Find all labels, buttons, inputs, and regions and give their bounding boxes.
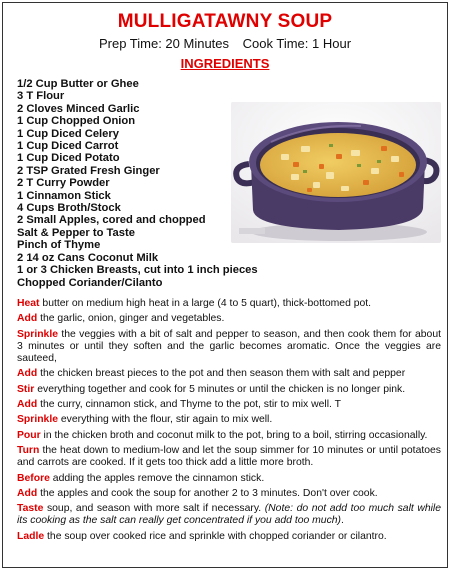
ingredient-item: 2 Cloves Minced Garlic: [17, 102, 140, 115]
ingredient-item: 1 Cup Diced Carrot: [17, 140, 119, 153]
ingredient-item: 2 TSP Grated Fresh Ginger: [17, 164, 160, 177]
ingredient-item: Chopped Coriander/Cilanto: [17, 276, 163, 289]
ingredient-item: 3 T Flour: [17, 90, 65, 103]
step-verb: Add: [17, 487, 38, 499]
step-verb: Sprinkle: [17, 414, 58, 426]
step-text: the garlic, onion, ginger and vegetables.: [37, 313, 225, 325]
step-text: the veggies with a bit of salt and pepper to season, and then cook them for about 3 minutes or until they soften and the garlic becomes aromatic. Once the veggies are sauteed,: [17, 328, 441, 365]
step-text: the heat down to medium-low and let the soup simmer for 10 minutes or until potatoes and carrots are cooked. If it gets too thick add a little more broth.: [17, 444, 441, 469]
step-verb: Turn: [17, 444, 40, 456]
ingredient-item: 2 14 oz Cans Coconut Milk: [17, 251, 159, 264]
soup-pot-image: [231, 102, 441, 243]
step-verb: Stir: [17, 383, 35, 395]
instructions: [17, 298, 441, 546]
instruction-step: [17, 531, 441, 543]
instruction-step: [17, 488, 441, 500]
step-text: soup, and season with more salt if necessary.: [43, 503, 265, 515]
step-text: the chicken breast pieces to the pot and then season them with salt and pepper: [37, 368, 406, 380]
ingredient-item: 2 Small Apples, cored and chopped: [17, 214, 206, 227]
ingredients-heading: INGREDIENTS: [180, 56, 270, 71]
step-verb: Sprinkle: [17, 328, 58, 340]
ingredient-item: 4 Cups Broth/Stock: [17, 202, 121, 215]
ingredient-item: 1 Cinnamon Stick: [17, 189, 111, 202]
step-text: everything with the flour, stir again to mix well.: [58, 414, 273, 426]
step-verb: Before: [17, 472, 50, 484]
instruction-step: [17, 445, 441, 470]
ingredient-item: Pinch of Thyme: [17, 239, 101, 252]
ingredient-item: 1 Cup Chopped Onion: [17, 115, 136, 128]
ingredient-item: Salt & Pepper to Taste: [17, 226, 135, 239]
instruction-step: [17, 368, 441, 380]
step-verb: Add: [17, 399, 38, 411]
prep-time: Prep Time: 20 Minutes: [98, 36, 230, 51]
step-text-end: .: [341, 515, 344, 527]
instruction-step: [17, 473, 441, 485]
step-text: adding the apples remove the cinnamon stick.: [49, 472, 265, 484]
ingredient-item: 1/2 Cup Butter or Ghee: [17, 78, 139, 90]
step-text: butter on medium high heat in a large (4 to 5 quart), thick-bottomed pot.: [39, 298, 372, 309]
step-text: the apples and cook the soup for another 2 to 3 minutes. Don't over cook.: [37, 487, 378, 499]
instruction-step: [17, 384, 441, 396]
instruction-step: [17, 399, 441, 411]
step-note: (Note: do not add too much salt while its cooking as the salt can really get concentrated if you add too much): [17, 503, 442, 527]
step-verb: Heat: [17, 298, 40, 309]
ingredient-item: 1 Cup Diced Potato: [17, 152, 120, 165]
instruction-step: [17, 313, 441, 325]
instruction-step: [17, 414, 441, 426]
step-text: in the chicken broth and coconut milk to the pot, bring to a boil, stirring occasionally.: [40, 429, 428, 441]
step-text: everything together and cook for 5 minutes or until the chicken is no longer pink.: [34, 383, 406, 395]
ingredient-item: 1 or 3 Chicken Breasts, cut into 1 inch pieces: [17, 264, 258, 277]
time-info: [3, 36, 447, 51]
soup-photo: [231, 102, 441, 243]
ingredient-item: 1 Cup Diced Celery: [17, 127, 119, 140]
step-verb: Add: [17, 313, 38, 325]
cook-time: Cook Time: 1 Hour: [242, 36, 352, 51]
step-verb: Taste: [17, 503, 44, 515]
step-verb: Pour: [17, 429, 41, 441]
instruction-step: [17, 503, 441, 528]
step-text: the curry, cinnamon stick, and Thyme to the pot, stir to mix well. T: [37, 399, 341, 411]
step-text: the soup over cooked rice and sprinkle with chopped coriander or cilantro.: [44, 530, 387, 542]
instruction-step: [17, 298, 441, 310]
instruction-step: [17, 430, 441, 442]
recipe-title: MULLIGATAWNY SOUP: [117, 11, 333, 32]
instruction-step: [17, 329, 441, 366]
recipe-card: [2, 2, 448, 568]
ingredient-item: 2 T Curry Powder: [17, 177, 110, 190]
step-verb: Ladle: [17, 530, 45, 542]
step-verb: Add: [17, 368, 38, 380]
